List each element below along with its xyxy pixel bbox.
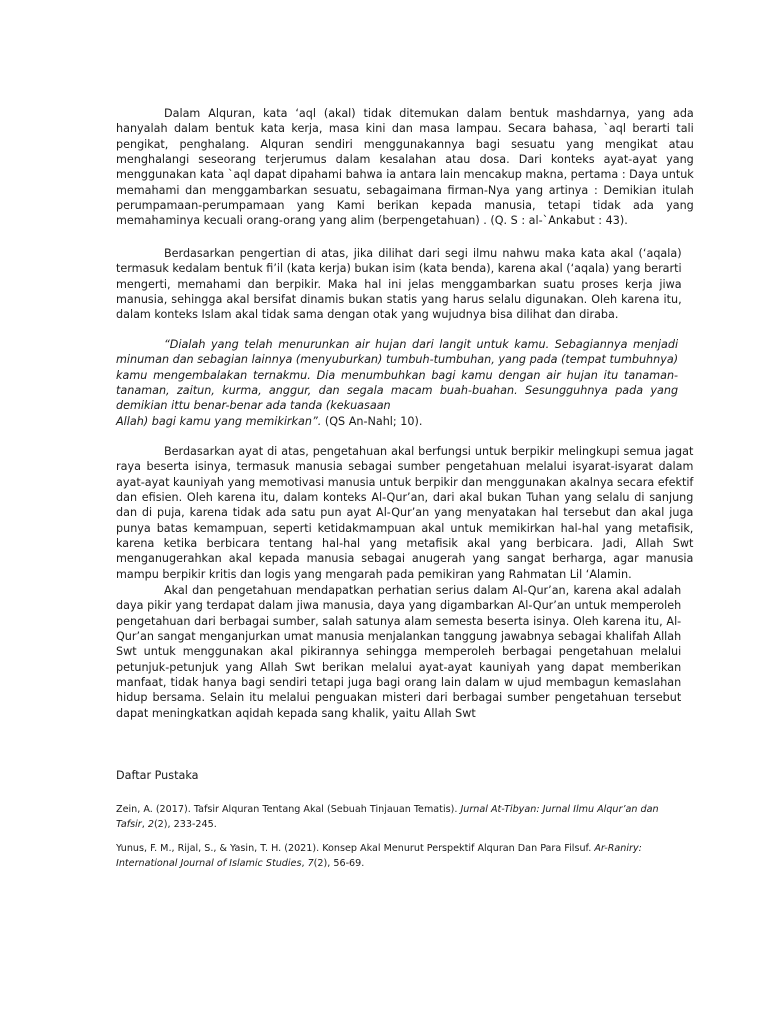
- paragraph-line: dapat meningkatkan aqidah kepada sang khalik, yaitu Allah Swt: [116, 706, 476, 720]
- bibliography-heading: Daftar Pustaka: [116, 769, 199, 782]
- paragraph-2: [116, 246, 682, 323]
- reference-authors: Yunus, F. M., Rijal, S., & Yasin, T. H. (2021). Konsep Akal Menurut Perspektif Alquran Dan Para Filsuf.: [116, 843, 595, 854]
- paragraph-line: petunjuk-petunjuk yang Allah Swt berikan melalui ayat-ayat kauniyah yang dapat memberikan: [116, 660, 682, 674]
- reference-journal: Jurnal At-Tibyan: Jurnal Ilmu Alqur’an dan: [460, 804, 659, 815]
- reference-pages: (2), 56-69.: [313, 858, 365, 869]
- paragraph-line: menganugerahkan akal kepada manusia sebagai anugerah yang sangat berharga, agar manusia: [116, 552, 694, 566]
- paragraph-line: manusia, sehingga akal bersifat dinamis bukan statis yang harus selalu digunakan. Oleh karena itu,: [116, 293, 682, 307]
- quote-text: Allah) bagi kamu yang memikirkan”.: [116, 414, 322, 428]
- paragraph-line: dan di puja, karena tidak ada satu pun ayat Al-Qur’an yang menyatakan hal tersebut dan akal juga: [116, 506, 694, 520]
- quote-line: kamu mengembalakan ternakmu. Dia menumbuhkan bagi kamu dengan air hujan itu tanaman-: [116, 368, 679, 382]
- reference-authors: Zein, A. (2017). Tafsir Alquran Tentang Akal (Sebuah Tinjauan Tematis).: [116, 804, 461, 815]
- paragraph-line: memahami dan menggambarkan sesuatu, sebagaimana firman-Nya yang artinya : Demikian itulah: [116, 183, 694, 197]
- quran-quote: [116, 337, 678, 429]
- quote-line: “Dialah yang telah menurunkan air hujan dari langit untuk kamu. Sebagiannya menjadi: [164, 338, 679, 351]
- paragraph-line: dalam konteks Islam akal tidak sama dengan otak yang wujudnya bisa dilihat dan diraba.: [116, 308, 619, 322]
- paragraph-line: raya beserta isinya, termasuk manusia sebagai sumber pengetahuan melalui isyarat-isyarat dalam: [116, 460, 694, 474]
- reference-volume: 2: [147, 819, 154, 830]
- quote-line: minuman dan sebagian lainnya (menyuburkan) tumbuh-tumbuhan, yang pada (tempat tumbuhnya): [116, 353, 679, 367]
- reference-line: Tafsir, 2(2), 233-245.: [116, 819, 217, 830]
- reference-journal: Tafsir: [116, 819, 142, 830]
- quote-line: demikian ittu benar-benar ada tanda (kekuasaan: [116, 399, 391, 413]
- paragraph-line: hidup bersama. Selain itu melalui penguakan misteri dari berbagai sumber pengetahuan tersebut: [116, 691, 682, 705]
- paragraph-line: Swt untuk menggunakan akal pikirannya sehingga memperoleh berbagai pengetahuan melalui: [116, 645, 682, 659]
- paragraph-line: daya pikir yang terdapat dalam jiwa manusia, daya yang digambarkan Al-Qur’an untuk memperoleh: [116, 599, 682, 613]
- paragraph-line: Qur’an sangat menganjurkan umat manusia menjalankan tanggung jawabnya sebagai khalifah Allah: [116, 630, 682, 644]
- paragraph-line: menggunakan kata `aql dapat dipahami bahwa ia antara lain mencakup makna, pertama : Daya untuk: [116, 168, 694, 182]
- paragraph-line: karena ketika berbicara tentang hal-hal yang metafisik akal yang berbicara. Jadi, Allah Swt: [116, 537, 694, 551]
- reference-pages: (2), 233-245.: [153, 819, 217, 830]
- paragraph-line: Dalam Alquran, kata ‘aql (akal) tidak ditemukan dalam bentuk mashdarnya, yang ada: [164, 107, 694, 120]
- paragraph-line: ayat-ayat kauniyah yang memotivasi manusia untuk berpikir dan menggunakan akalnya secara efektif: [116, 475, 694, 489]
- quote-line-final: [116, 414, 678, 429]
- paragraph-line: perumpamaan-perumpamaan yang Kami berikan kepada manusia, tetapi tidak ada yang: [116, 199, 694, 213]
- paragraph-line: pengikat, penghalang. Alquran sendiri menggunakannya bagi sesuatu yang mengikat atau: [116, 137, 694, 151]
- reference-line: [116, 802, 659, 817]
- quote-citation: (QS An-Nahl; 10).: [321, 414, 423, 428]
- paragraph-1: [116, 106, 694, 229]
- reference-volume: 7: [307, 858, 314, 869]
- paragraph-line: Berdasarkan pengertian di atas, jika dilihat dari segi ilmu nahwu maka kata akal (‘aqala): [164, 247, 682, 260]
- paragraph-line: hanyalah dalam bentuk kata kerja, masa kini dan masa lampau. Secara bahasa, `aql berarti tali: [116, 122, 694, 136]
- paragraph-line: memahaminya kecuali orang-orang yang alim (berpengetahuan) . (Q. S : al-`Ankabut : 43).: [116, 214, 628, 228]
- paragraph-line: Akal dan pengetahuan mendapatkan perhatian serius dalam Al-Qur’an, karena akal adalah: [164, 584, 682, 597]
- paragraph-line: menghalangi seseorang terjerumus dalam kesalahan atau dosa. Dari konteks ayat-ayat yang: [116, 153, 694, 167]
- paragraph-line: pengetahuan dari berbagai sumber, salah satunya alam semesta beserta isinya. Oleh karena itu, Al-: [116, 614, 682, 628]
- reference-1: [116, 802, 659, 832]
- paragraph-line: manfaat, tidak hanya bagi sendiri tetapi juga bagi orang lain dalam w ujud membagun kemaslahan: [116, 676, 682, 690]
- paragraph-line: Berdasarkan ayat di atas, pengetahuan akal berfungsi untuk berpikir melingkupi semua jagat: [164, 445, 694, 458]
- reference-journal: International Journal of Islamic Studies: [116, 858, 302, 869]
- reference-line: International Journal of Islamic Studies, 7(2), 56-69.: [116, 858, 365, 869]
- reference-journal: Ar-Raniry:: [594, 843, 642, 854]
- paragraph-line: mengerti, memahami dan berpikir. Maka hal ini jelas menggambarkan suatu proses kerja jiwa: [116, 277, 682, 291]
- reference-line: [116, 841, 642, 856]
- paragraph-line: punya batas kemampuan, seperti ketidakmampuan akal untuk memikirkan hal-hal yang metafisik,: [116, 521, 694, 535]
- paragraph-line: termasuk kedalam bentuk fi’il (kata kerja) bukan isim (kata benda), karena akal (‘aqala) yang berarti: [116, 262, 682, 276]
- paragraph-line: dan efisien. Oleh karena itu, dalam konteks Al-Qur’an, dari akal bukan Tuhan yang selalu di sanjung: [116, 491, 694, 505]
- quote-line: tanaman, zaitun, kurma, anggur, dan segala macam buah-buahan. Sesungguhnya pada yang: [116, 384, 679, 398]
- reference-2: [116, 841, 642, 871]
- paragraph-4: [116, 444, 693, 582]
- paragraph-5: [116, 583, 681, 721]
- paragraph-line: mampu berpikir kritis dan logis yang mengarah pada pemikiran yang Rahmatan Lil ‘Alamin.: [116, 567, 632, 581]
